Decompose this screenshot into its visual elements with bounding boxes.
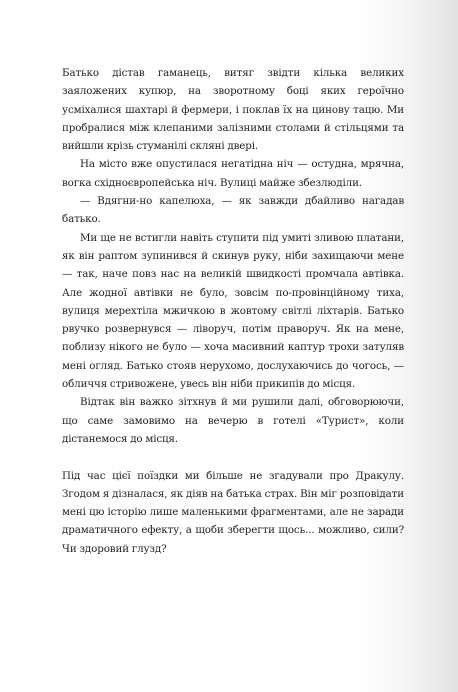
section-gap <box>62 448 404 466</box>
paragraph-1: Батько дістав гаманець, витяг звідти кілька великих заяложених купюр, на зворотному боці яких героїчно усміхалися шахтарі й фермери, і поклав їх на цинову тацю. Ми пробралися між клепаними залізними столами й стільцями та вийшли крізь стуманілі скляні двері. <box>62 67 404 153</box>
paragraph-4: Ми ще не встигли навіть ступити під умиті зливою платани, як він раптом зупинився й скинув руку, ніби захищаючи мене — так, наче повз нас на великій швидкості промчала автівка. Але жодної автівки не було, зовсім по-провінційному тиха, вулиця мерехтіла мжичкою в жовтому світлі ліхтарів. Батько рвучко розвернувся — ліворуч, потім праворуч. Як на мене, поблизу нікого не було — хоча масивний каптур трохи затуляв мені огляд. Батько стояв нерухомо, дослухаючись до чогось, — обличчя стривожене, увесь він ніби прикипів до місця. <box>62 231 404 391</box>
paragraph-3: — Вдягни-но капелюха, — як завжди дбайливо нагадав батько. <box>62 195 404 226</box>
paragraph-2: На місто вже опустилася негатідна ніч — остудна, мрячна, вогка східноєвропейська ніч. Вулиці майже збезлюділи. <box>62 158 404 189</box>
paragraph-5: Відтак він важко зітхнув й ми рушили далі, обговорюючи, що саме замовимо на вечерю в готелі «Турист», коли дістанемося до місця. <box>62 396 404 445</box>
paragraph-6: Під час цієї поїздки ми більше не згадували про Дракулу. Згодом я дізналася, як діяв на батька страх. Він міг розповідати мені цю історію лише маленькими фрагментами, але не заради драматичного ефекту, а щоби зберегти щось... можливо, сили? Чи здоровий глузд? <box>62 469 404 555</box>
body-text <box>62 64 404 558</box>
